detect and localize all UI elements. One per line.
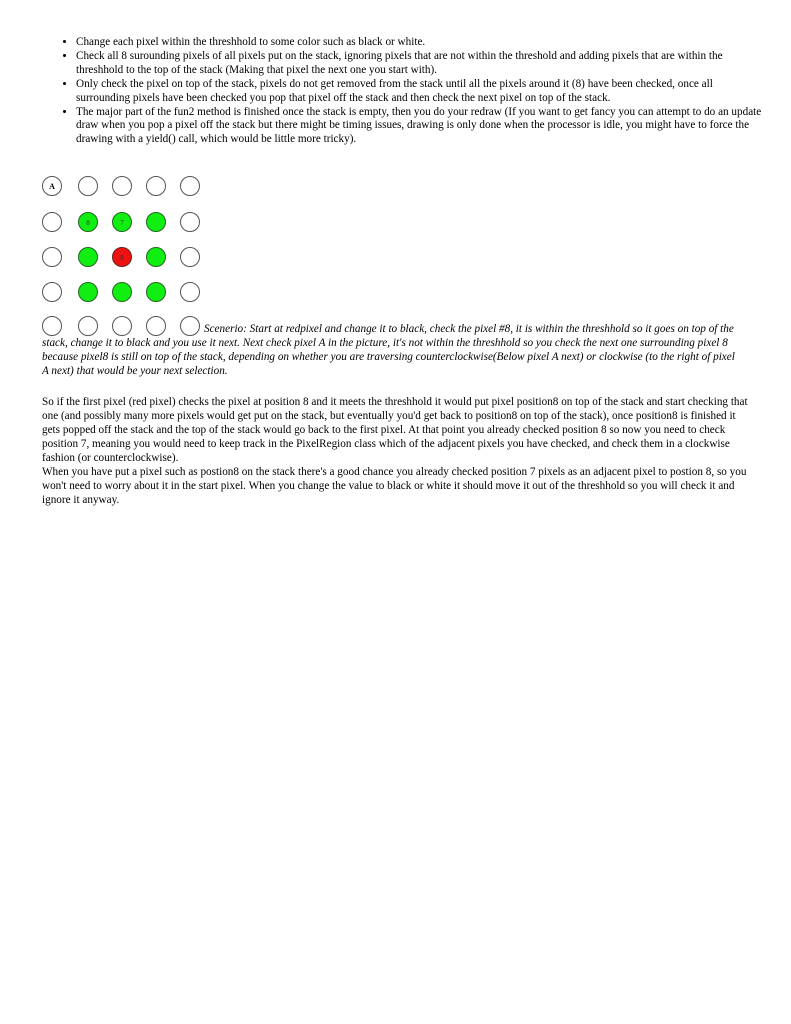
pixel-green-circle bbox=[146, 247, 166, 267]
explanation-paragraph: So if the first pixel (red pixel) checks the pixel at position 8 and it meets the threshhold it would put pixel position8 on top of the stack and start checking that one (and possibly many more pixels would get put on the stack, but eventually you'd get back to position8 on top of the stack), once position8 is finished it gets popped off the stack and the top of the stack would go back to the first pixel. At that point you already checked position 8 so now you need to check position 7, meaning you would need to keep track in the PixelRegion class which of the adjacent pixels you have checked, and check them in a clockwise fashion (or counterclockwise). bbox=[42, 396, 748, 464]
pixel-green-circle bbox=[78, 282, 98, 302]
list-item: • The major part of the fun2 method is finished once the stack is empty, then you do your redraw (If you want to get fancy you can attempt to do an update draw when you pop a pixel off the stack but there might be timing issues, drawing is only done when the processor is idle, you might have to force the drawing with a yield() call, which would be little more tricky). bbox=[76, 106, 766, 148]
pixel-a-circle: A bbox=[42, 176, 62, 196]
list-item: • Change each pixel within the threshhold to some color such as black or white. bbox=[76, 36, 766, 50]
pixel-green-circle bbox=[146, 282, 166, 302]
start-red-pixel-circle: 8 bbox=[112, 247, 132, 267]
pixel-circle bbox=[180, 247, 200, 267]
pixel-grid-diagram bbox=[42, 176, 207, 336]
pixel-7-circle: 7 bbox=[112, 212, 132, 232]
pixel-circle bbox=[146, 176, 166, 196]
pixel-circle bbox=[78, 176, 98, 196]
pixel-circle bbox=[42, 212, 62, 232]
scenario-caption: Scenerio: Start at redpixel and change it to black, check the pixel #8, it is within the threshhold so it goes on top of the stack, change it to black and you use it next. Next check pixel A in the picture, it's not within the threshhold so you check the next one surrounding pixel 8 because pixel8 is still on top of the stack, depending on whether you are traversing counterclockwise(Below pixel A next) or clockwise (to the right of pixel A next) that would be your next selection. bbox=[42, 323, 735, 377]
instruction-list bbox=[56, 36, 766, 147]
list-item: • Check all 8 surounding pixels of all pixels put on the stack, ignoring pixels that are not within the threshold and adding pixels that are within the threshhold to the top of the stack (Making that pixel the next one you start with). bbox=[76, 50, 766, 78]
pixel-circle bbox=[180, 282, 200, 302]
pixel-circle bbox=[42, 247, 62, 267]
pixel-circle bbox=[42, 282, 62, 302]
pixel-8-circle: 8 bbox=[78, 212, 98, 232]
explanation-paragraph: When you have put a pixel such as postion8 on the stack there's a good chance you already checked position 7 pixels as an adjacent pixel to postion 8, so you won't need to worry about it in the start pixel. When you change the value to black or white it should move it out of the threshhold so you will check it and ignore it anyway. bbox=[42, 466, 747, 506]
pixel-green-circle bbox=[112, 282, 132, 302]
pixel-circle bbox=[112, 176, 132, 196]
list-item: • Only check the pixel on top of the stack, pixels do not get removed from the stack until all the pixels around it (8) have been checked, once all surrounding pixels have been checked you pop that pixel off the stack and then check the next pixel on top of the stack. bbox=[76, 78, 766, 106]
pixel-circle bbox=[180, 176, 200, 196]
pixel-green-circle bbox=[146, 212, 166, 232]
pixel-circle bbox=[180, 212, 200, 232]
pixel-green-circle bbox=[78, 247, 98, 267]
